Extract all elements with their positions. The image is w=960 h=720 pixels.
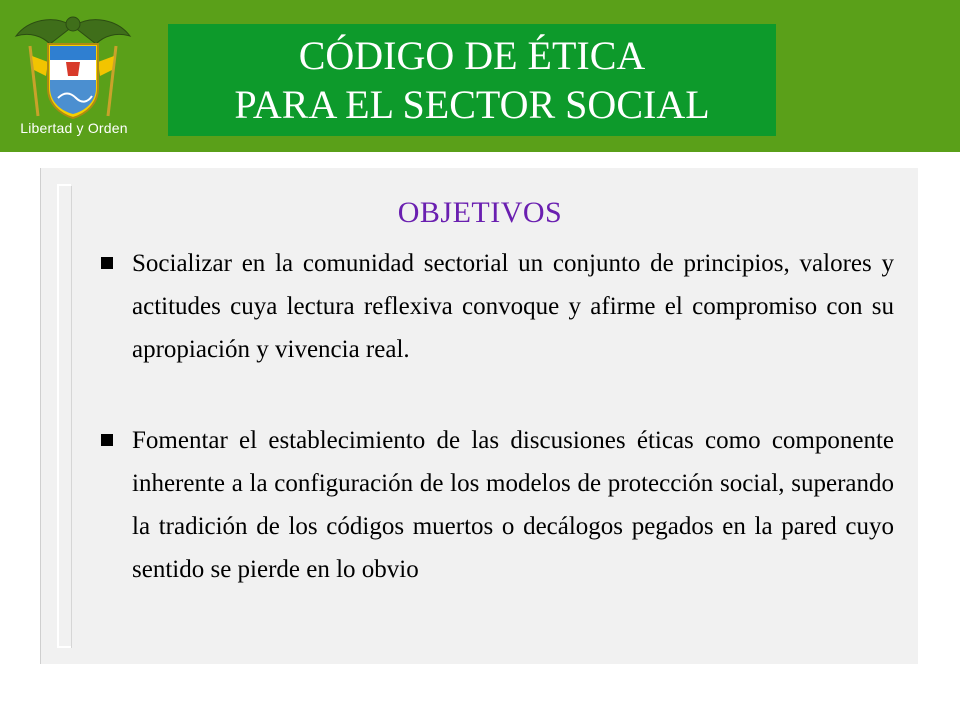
list-item: Socializar en la comunidad sectorial un conjunto de principios, valores y actitudes cuya lectura reflexiva convoque y afirme el compromiso con su apropiación y vivencia real. <box>132 250 894 363</box>
square-bullet-icon <box>101 434 113 446</box>
emblem-caption: Libertad y Orden <box>20 120 128 136</box>
page-title-line-1: CÓDIGO DE ÉTICA <box>298 33 646 78</box>
decorative-bracket <box>57 184 71 648</box>
panel-divider <box>40 168 41 664</box>
header-bar <box>0 0 960 152</box>
list-item: Fomentar el establecimiento de las discusiones éticas como componente inherente a la configuración de los modelos de protección social, superando la tradición de los códigos muertos o decálogos pegados en la pared cuyo sentido se pierde en lo obvio <box>132 427 894 583</box>
section-title: OBJETIVOS <box>397 196 563 229</box>
title-box <box>168 24 776 136</box>
bracket-shadow <box>71 186 72 648</box>
square-bullet-icon <box>101 257 113 269</box>
page-title-line-2: PARA EL SECTOR SOCIAL <box>234 82 710 127</box>
